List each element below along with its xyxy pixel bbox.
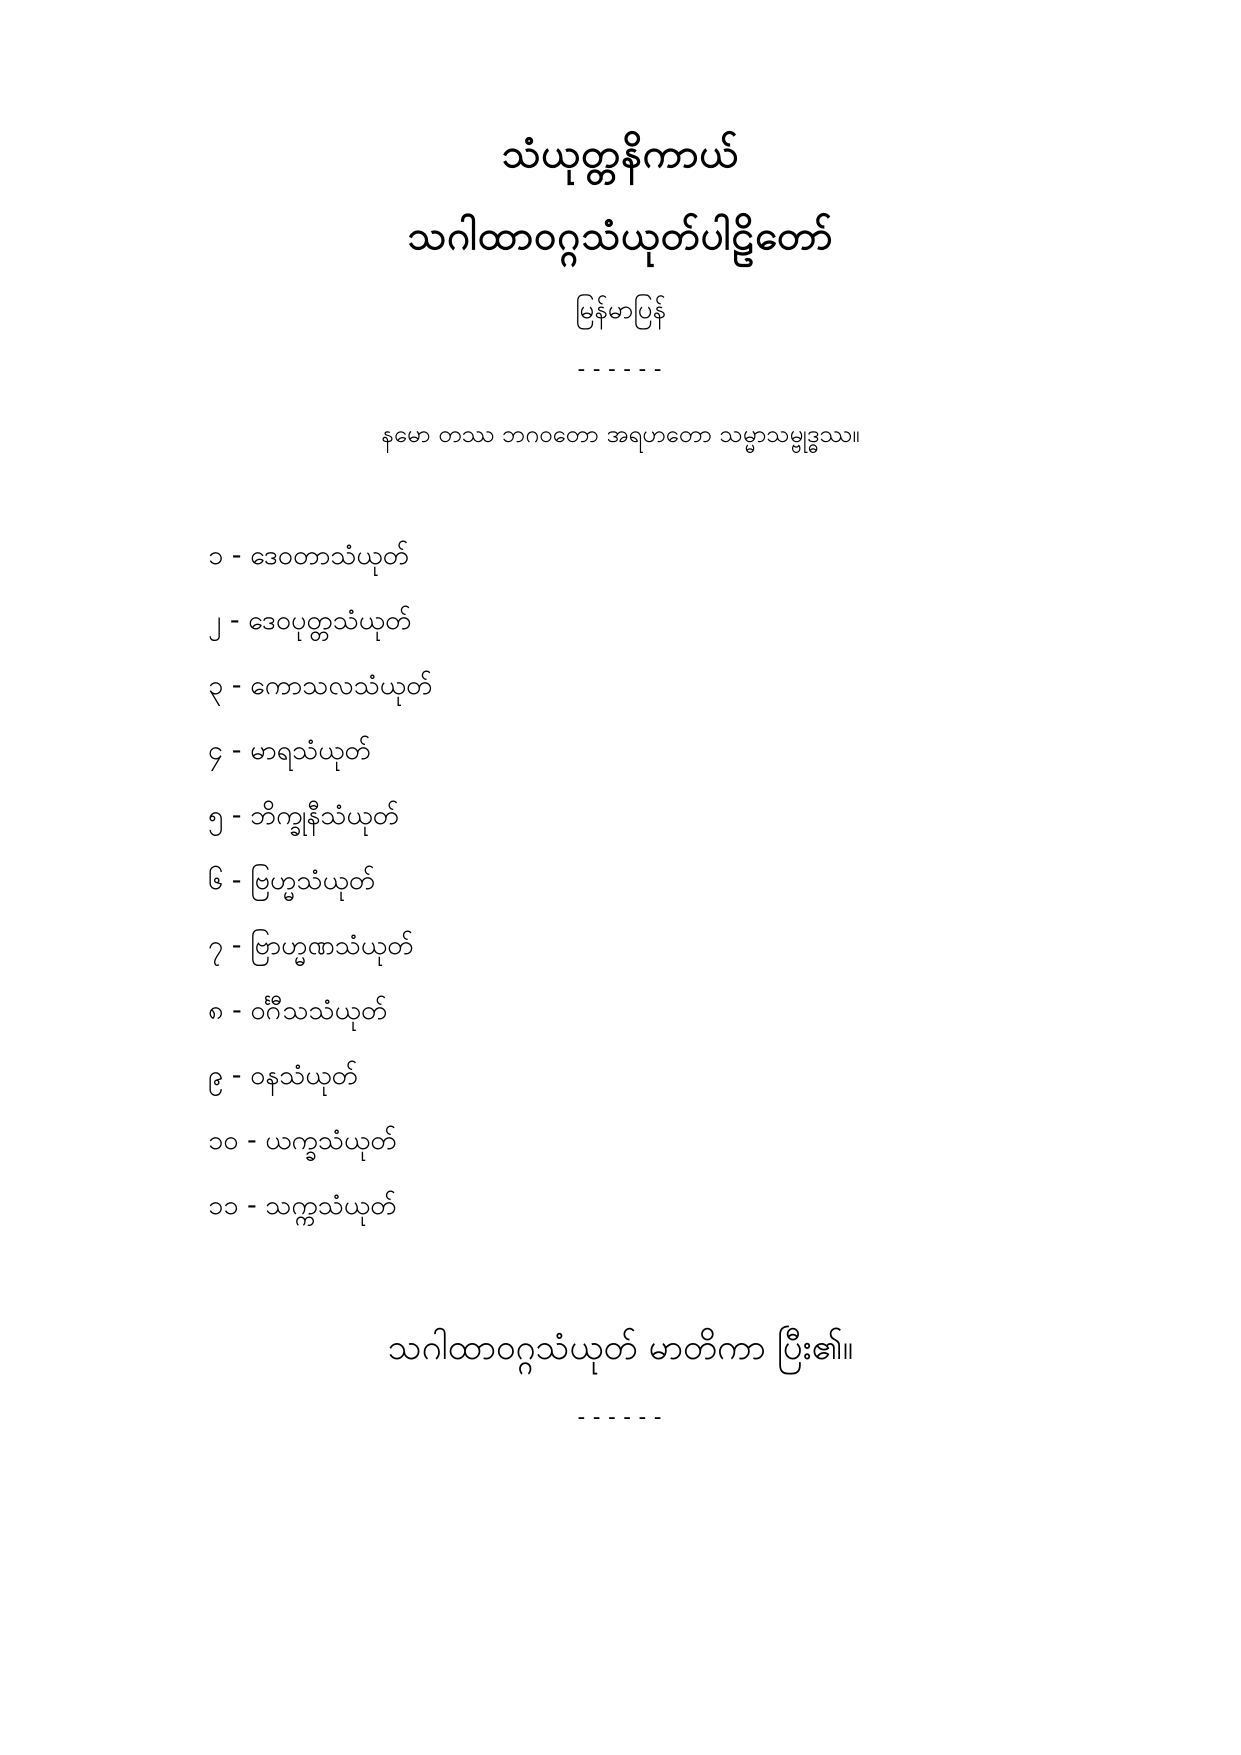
toc-item: ၅ - ဘိက္ခုနီသံယုတ် bbox=[208, 800, 399, 831]
separator-top: ------ bbox=[574, 357, 667, 382]
toc-item: ၆ - ဗြဟ္မသံယုတ် bbox=[208, 865, 376, 896]
toc-item: ၉ - ဝနသံယုတ် bbox=[208, 1060, 358, 1091]
page-subtitle-title: သဂါထာဝဂ္ဂသံယုတ်ပါဠိတော် bbox=[407, 213, 834, 259]
toc-item: ၃ - ကောသလသံယုတ် bbox=[208, 670, 433, 701]
toc-item: ၁၁ - သက္ကသံယုတ် bbox=[208, 1190, 397, 1221]
toc-item: ၂ - ဒေဝပုတ္တသံယုတ် bbox=[208, 605, 412, 636]
toc-item: ၈ - ဝင်္ဂီသသံယုတ် bbox=[208, 995, 388, 1026]
toc-item: ၇ - ဗြာဟ္မဏသံယုတ် bbox=[208, 930, 414, 961]
closing-line: သဂါထာဝဂ္ဂသံယုတ် မာတိကာ ပြီး၏။ bbox=[387, 1328, 854, 1368]
translation-note: မြန်မာပြန် bbox=[575, 295, 666, 325]
table-of-contents bbox=[208, 530, 432, 1245]
toc-item: ၄ - မာရသံယုတ် bbox=[208, 735, 371, 766]
page-title: သံယုတ္တနိကာယ် bbox=[501, 131, 740, 177]
toc-item: ၁ - ဒေဝတာသံယုတ် bbox=[208, 540, 409, 571]
separator-bottom: ------ bbox=[574, 1405, 667, 1430]
toc-item: ၁၀ - ယက္ခသံယုတ် bbox=[208, 1125, 397, 1156]
homage-line: နမော တဿ ဘဂဝတော အရဟတော သမ္မာသမ္ဗုဒ္ဓဿ။ bbox=[381, 420, 860, 448]
